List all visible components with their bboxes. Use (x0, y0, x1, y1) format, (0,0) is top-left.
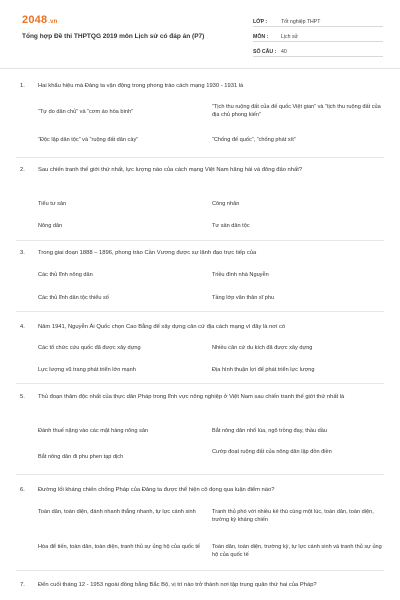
question-3 (20, 249, 380, 257)
question-4 (20, 323, 380, 331)
option-a[interactable]: Tiểu tư sản (38, 201, 67, 207)
option-c[interactable]: Các thủ lĩnh dân tộc thiểu số (38, 295, 109, 301)
question-number: 2. (20, 167, 25, 173)
question-7 (20, 581, 380, 589)
option-c[interactable]: Hòa để tiến, toàn dân, toàn diện, tranh thủ sự ủng hộ của quốc tế (38, 544, 201, 550)
question-number: 5. (20, 394, 25, 400)
question-number: 4. (20, 324, 25, 330)
option-b[interactable]: Triều đình nhà Nguyễn (212, 272, 269, 278)
meta-row-subject (253, 29, 383, 42)
option-b[interactable]: Nhiều căn cứ du kích đã được xây dựng (212, 345, 313, 351)
option-a[interactable]: Đánh thuế nặng vào các mặt hàng nông sản (38, 428, 149, 434)
logo-number: 2048 (22, 14, 48, 26)
header-divider (0, 68, 400, 69)
question-divider (16, 240, 384, 241)
option-d[interactable]: Cướp đoạt ruộng đất của nông dân lập đồn điền (212, 449, 332, 455)
question-2 (20, 166, 380, 174)
question-divider (16, 311, 384, 312)
question-divider (16, 383, 384, 384)
question-text: Trong giai đoạn 1888 – 1896, phong trào Cần Vương được sự lãnh đạo trực tiếp của (38, 250, 257, 256)
meta-row-class (253, 14, 383, 27)
meta-value: Lịch sử (281, 34, 299, 40)
meta-row-count (253, 44, 383, 57)
question-5 (20, 393, 380, 401)
meta-key: MÔN : (253, 34, 269, 40)
question-text: Thủ đoạn thâm độc nhất của thực dân Pháp trong lĩnh vực nông nghiệp ở Việt Nam sau chiến tranh thế giới thứ nhất là (38, 394, 345, 400)
option-c[interactable]: “Độc lập dân tộc” và “ruộng đất dân cày” (38, 137, 139, 143)
option-d[interactable]: Toàn dân, toàn diện, trường kỳ, tự lực cánh sinh và tranh thủ sự ủng hộ của quốc tế (212, 544, 382, 559)
page-header (0, 0, 400, 60)
question-number: 7. (20, 582, 25, 588)
site-logo[interactable] (22, 14, 58, 26)
meta-key: LỚP : (253, 19, 268, 25)
meta-key: SỐ CÂU : (253, 49, 277, 55)
question-divider (16, 157, 384, 158)
meta-table (253, 14, 383, 59)
option-a[interactable]: Các thủ lĩnh nông dân (38, 272, 93, 278)
meta-value: Tốt nghiệp THPT (281, 19, 321, 25)
option-d[interactable]: Địa hình thuận lợi để phát triển lực lượng (212, 367, 315, 373)
question-6 (20, 486, 380, 494)
question-divider (16, 570, 384, 571)
option-c[interactable]: Lực lượng vũ trang phát triển lớn mạnh (38, 367, 136, 373)
question-1 (20, 82, 380, 90)
option-b[interactable]: Tranh thủ phó với nhiều kẻ thù cùng một lúc, toàn dân, toàn diện, trường kỳ kháng chiến (212, 509, 374, 524)
question-number: 1. (20, 83, 25, 89)
page-title: Tổng hợp Đề thi THPTQG 2019 môn Lịch sử có đáp án (P7) (22, 33, 205, 40)
option-a[interactable]: Toàn dân, toàn diện, đánh nhanh thắng nhanh, tự lực cánh sinh (38, 509, 196, 515)
option-b[interactable]: “Tịch thu ruộng đất của đế quốc Việt gian” và “tịch thu ruộng đất của địa chủ phong kiến” (212, 104, 381, 119)
option-d[interactable]: Tư sản dân tộc (212, 223, 250, 229)
question-text: Hai khẩu hiệu mà Đảng ta vận động trong phong trào cách mạng 1930 - 1931 là (38, 83, 244, 89)
option-b[interactable]: Công nhân (212, 201, 240, 207)
option-d[interactable]: “Chống đế quốc”, “chống phát xít” (212, 137, 296, 143)
question-text: Năm 1941, Nguyễn Ái Quốc chọn Cao Bằng để xây dựng căn cứ địa cách mạng vì đây là nơi có (38, 324, 286, 330)
question-text: Sau chiến tranh thế giới thứ nhất, lực lượng nào của cách mạng Việt Nam hăng hái và đông đảo nhất? (38, 167, 303, 173)
question-number: 3. (20, 250, 25, 256)
logo-suffix: .vn (48, 19, 58, 25)
option-d[interactable]: Tầng lớp văn thân sĩ phu (212, 295, 275, 301)
option-a[interactable]: “Tự do dân chủ” và “cơm áo hòa bình” (38, 109, 134, 115)
question-text: Đến cuối tháng 12 - 1953 ngoài đồng bằng Bắc Bộ, vị trí nào trở thành nơi tập trung quân thứ hai của Pháp? (38, 582, 317, 588)
option-b[interactable]: Bắt nông dân nhổ lúa, ngô trồng đay, thầu dầu (212, 428, 327, 434)
question-divider (16, 474, 384, 475)
meta-value: 40 (281, 49, 287, 55)
option-c[interactable]: Nông dân (38, 223, 63, 229)
question-text: Đường lối kháng chiến chống Pháp của Đảng ta được thể hiện cô đọng qua luận điểm nào? (38, 487, 275, 493)
option-a[interactable]: Các tổ chức cứu quốc đã được xây dựng (38, 345, 141, 351)
option-c[interactable]: Bắt nông dân đi phu phen tạp dịch (38, 454, 124, 460)
question-number: 6. (20, 487, 25, 493)
